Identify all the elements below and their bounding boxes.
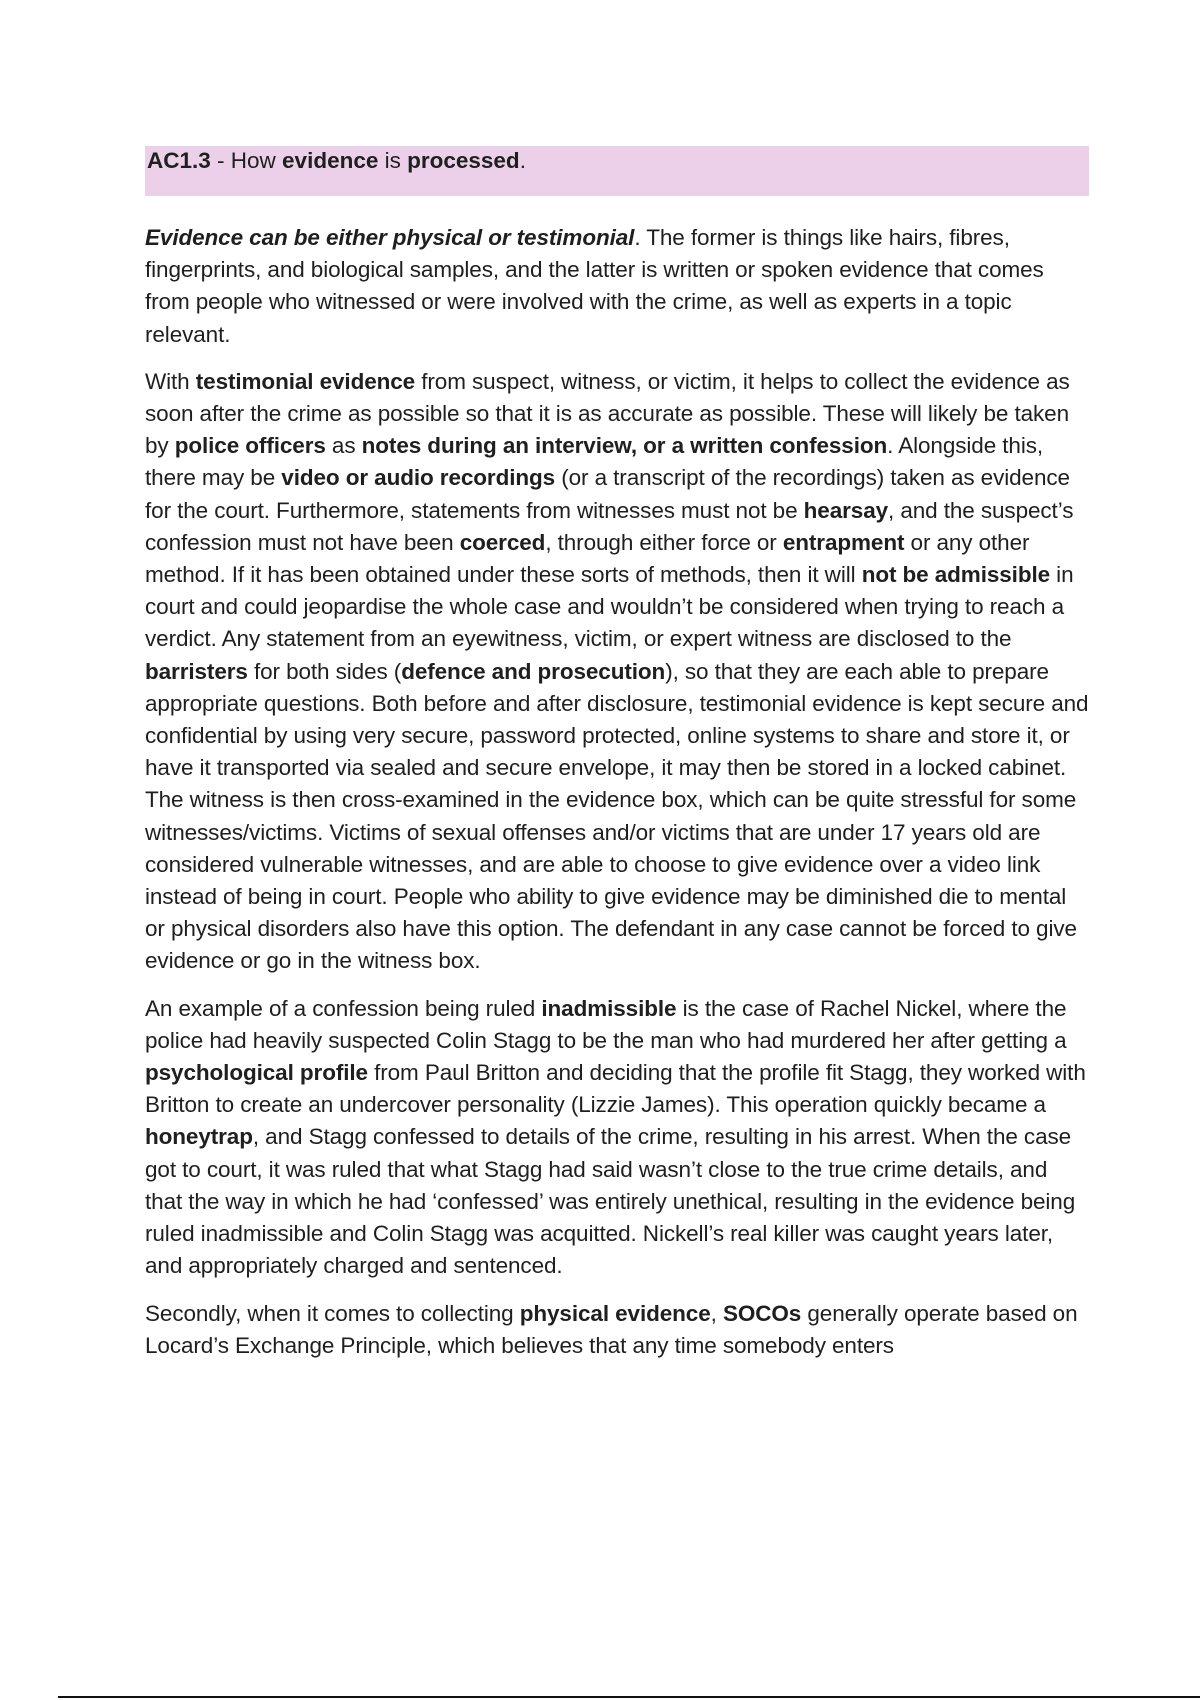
bold-term: hearsay xyxy=(803,497,889,523)
paragraph-physical-evidence xyxy=(145,1298,1089,1362)
paragraph-text: generally operate based on Locard’s Exchange Principle, which believes that any time somebody enters xyxy=(145,1300,1078,1358)
bold-term: physical evidence xyxy=(519,1300,711,1326)
bold-term: defence and prosecution xyxy=(401,658,666,684)
paragraph-text: from suspect, witness, or victim, it helps to collect the evidence as soon after the crime as possible so that it is as accurate as possible. These will likely be taken by xyxy=(145,368,1070,459)
heading-text: . xyxy=(519,148,526,173)
page-bottom-divider xyxy=(58,1696,1200,1698)
heading-text: is xyxy=(378,148,408,173)
document-page xyxy=(145,146,1089,1377)
paragraph-text: as xyxy=(325,433,362,459)
heading-text: - How xyxy=(210,148,283,173)
bold-term: entrapment xyxy=(782,529,905,555)
bold-term: not be admissible xyxy=(861,562,1051,588)
bold-term: psychological profile xyxy=(145,1060,368,1086)
paragraph-text: in court and could jeopardise the whole case and wouldn’t be considered when trying to reach a verdict. Any statement from an eyewitness, victim, or expert witness are disclosed to the xyxy=(145,562,1074,652)
heading-code: AC1.3 xyxy=(147,148,211,173)
bold-term: video or audio recordings xyxy=(281,465,556,491)
heading-bold-processed: processed xyxy=(407,148,520,173)
paragraph-testimonial-evidence xyxy=(145,366,1089,978)
paragraph-text: . The former is things like hairs, fibres, fingerprints, and biological samples, and the latter is written or spoken evidence that comes from people who witnessed or were involved with the crime, as well as experts in a topic relevant. xyxy=(145,225,1044,347)
paragraph-text: is the case of Rachel Nickel, where the police had heavily suspected Colin Stagg to be the man who had murdered her after getting a xyxy=(145,995,1067,1053)
paragraph-text: from Paul Britton and deciding that the profile fit Stagg, they worked with Britton to create an undercover personality (Lizzie James). This operation quickly became a xyxy=(145,1060,1086,1118)
paragraph-inadmissible-example xyxy=(145,993,1089,1283)
paragraph-text: An example of a confession being ruled xyxy=(145,995,542,1021)
heading-bold-evidence: evidence xyxy=(282,148,379,173)
paragraph-text: With xyxy=(145,368,196,394)
paragraph-text: (or a transcript of the recordings) taken as evidence for the court. Furthermore, statements from witnesses must not be xyxy=(145,465,1070,523)
paragraph-text: , xyxy=(710,1300,723,1326)
paragraph-text: , and the suspect’s confession must not have been xyxy=(145,497,1074,555)
paragraph-text: , through either force or xyxy=(545,529,783,555)
bold-term: SOCOs xyxy=(722,1300,802,1326)
bold-term: inadmissible xyxy=(541,995,677,1021)
paragraph-text: Secondly, when it comes to collecting xyxy=(145,1300,520,1326)
bold-term: notes during an interview, or a written confession xyxy=(361,433,888,459)
bold-term: honeytrap xyxy=(145,1124,253,1150)
paragraph-evidence-types xyxy=(145,222,1089,351)
paragraph-text: or any other method. If it has been obtained under these sorts of methods, then it will xyxy=(145,529,1030,588)
paragraph-text: , and Stagg confessed to details of the crime, resulting in his arrest. When the case got to court, it was ruled that what Stagg had said wasn’t close to the true crime details, and that the way in which he had ‘confessed’ was entirely unethical, resulting in the evidence being ruled inadmissible and Colin Stagg was acquitted. Nickell’s real killer was caught years later, and appropriately charged and sentenced. xyxy=(145,1124,1076,1279)
paragraph-text: for both sides ( xyxy=(247,658,402,684)
paragraph-text: . Alongside this, there may be xyxy=(145,433,1044,491)
bold-term: coerced xyxy=(459,529,546,555)
section-heading xyxy=(145,146,1089,196)
bold-term: police officers xyxy=(174,433,326,459)
bold-term: testimonial evidence xyxy=(195,368,416,394)
paragraph-text: ), so that they are each able to prepare appropriate questions. Both before and after disclosure, testimonial evidence is kept secure and confidential by using very secure, password protected, online systems to share and store it, or have it transported via sealed and secure envelope, it may then be stored in a locked cabinet. The witness is then cross-examined in the evidence box, which can be quite stressful for some witnesses/victims. Victims of sexual offenses and/or victims that are under 17 years old are considered vulnerable witnesses, and are able to choose to give evidence over a video link instead of being in court. People who ability to give evidence may be diminished die to mental or physical disorders also have this option. The defendant in any case cannot be forced to give evidence or go in the witness box. xyxy=(145,658,1089,974)
emphasis-lead: Evidence can be either physical or testimonial xyxy=(145,225,635,250)
bold-term: barristers xyxy=(145,658,248,684)
